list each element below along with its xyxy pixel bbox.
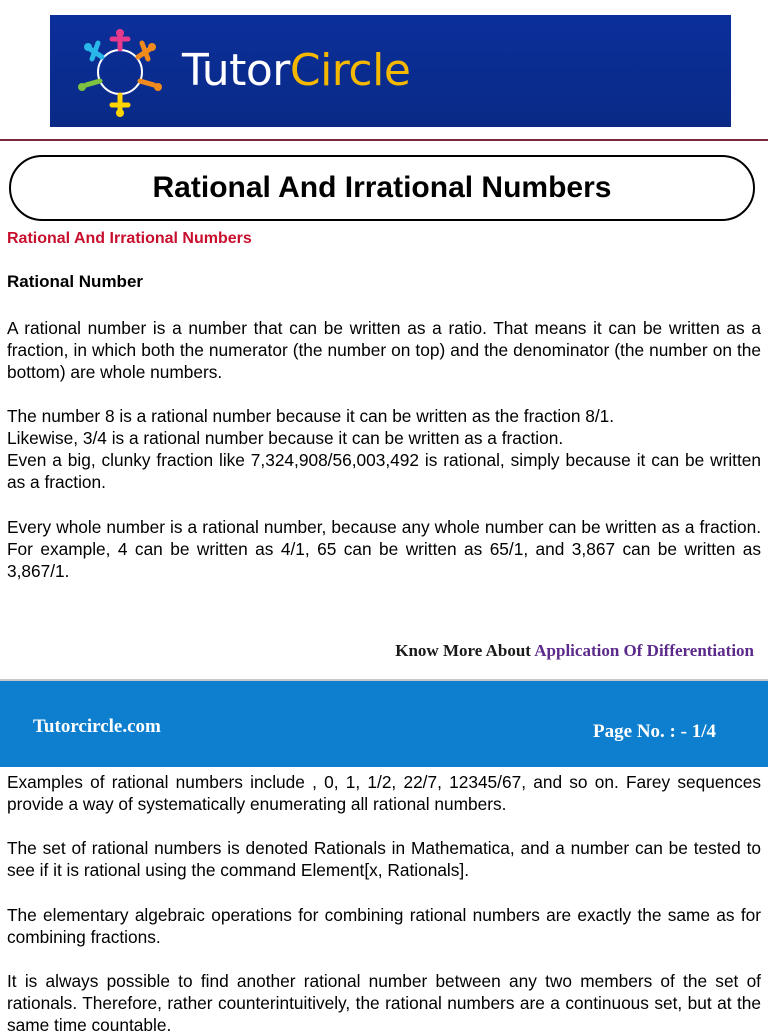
page-number: Page No. : - 1/4 bbox=[593, 721, 716, 742]
paragraph: The set of rational numbers is denoted Rationals in Mathematica, and a number can be tested to see if it is rational using the command Element[x, Rationals]. bbox=[7, 838, 761, 880]
know-more-link[interactable]: Application Of Differentiation bbox=[534, 641, 754, 660]
page-title: Rational And Irrational Numbers bbox=[152, 171, 612, 204]
tutorcircle-logo-icon bbox=[72, 27, 168, 117]
paragraph-operations bbox=[7, 904, 761, 948]
paragraph-density bbox=[7, 970, 761, 1036]
title-box bbox=[9, 155, 755, 221]
paragraph-mathematica bbox=[7, 837, 761, 881]
paragraph-whole-numbers bbox=[7, 516, 761, 582]
paragraph-examples-list bbox=[7, 771, 761, 815]
header-banner bbox=[50, 15, 731, 127]
logo-text-accent: Circle bbox=[289, 45, 411, 96]
paragraph-definition bbox=[7, 317, 761, 383]
paragraph: It is always possible to find another rational number between any two members of the set of rationals. Therefore, rather counterintuitively, the rational numbers are a continuous set, but at the same time countable. bbox=[7, 971, 761, 1035]
footer-site-link[interactable]: Tutorcircle.com bbox=[33, 716, 161, 737]
paragraph: A rational number is a number that can be written as a ratio. That means it can be written as a fraction, in which both the numerator (the number on top) and the denominator (the number on the bottom) are whole numbers. bbox=[7, 318, 761, 382]
paragraph: The number 8 is a rational number because it can be written as the fraction 8/1. bbox=[7, 406, 615, 426]
paragraph: Examples of rational numbers include , 0, 1, 1/2, 22/7, 12345/67, and so on. Farey sequences provide a way of systematically enumerating all rational numbers. bbox=[7, 772, 761, 814]
paragraph: Every whole number is a rational number, because any whole number can be written as a fraction. For example, 4 can be written as 4/1, 65 can be written as 65/1, and 3,867 can be written as 3,867/1. bbox=[7, 517, 761, 581]
know-more-label: Know More About bbox=[395, 641, 535, 660]
section-heading: Rational And Irrational Numbers bbox=[7, 230, 252, 247]
paragraph: Likewise, 3/4 is a rational number because it can be written as a fraction. bbox=[7, 428, 564, 448]
know-more-line bbox=[395, 641, 754, 661]
paragraph: Even a big, clunky fraction like 7,324,908/56,003,492 is rational, simply because it can be written as a fraction. bbox=[7, 450, 761, 492]
logo-text-main: Tutor bbox=[182, 45, 290, 96]
footer-bar bbox=[0, 679, 768, 767]
sub-heading: Rational Number bbox=[7, 272, 144, 291]
logo-wordmark bbox=[182, 47, 410, 95]
paragraph-examples bbox=[7, 405, 761, 493]
header-divider bbox=[0, 139, 768, 141]
paragraph: The elementary algebraic operations for combining rational numbers are exactly the same as for combining fractions. bbox=[7, 905, 761, 947]
